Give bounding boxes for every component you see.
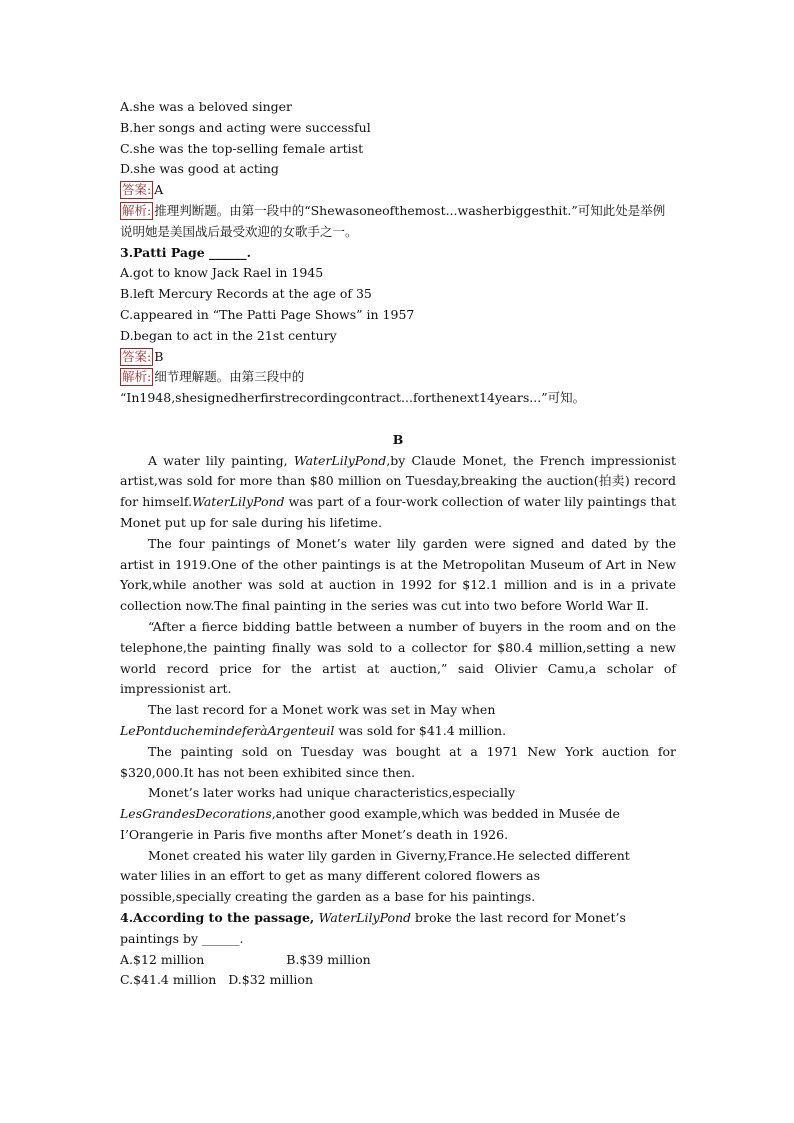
q3-option-d: D.began to act in the 21st century (120, 327, 337, 343)
q3-answer-value: B (154, 348, 164, 364)
q3-analysis (120, 367, 676, 388)
q3-option-c: C.appeared in “The Patti Page Shows” in 1957 (120, 306, 415, 322)
answer-tag: 答案: (122, 348, 152, 364)
q2-option-d: D.she was good at acting (120, 161, 279, 177)
q2-answer (120, 180, 676, 201)
p6-painting-title: LesGrandesDecorations (120, 806, 272, 822)
q3-answer (120, 347, 676, 368)
passage-paragraph-6-line-3: I’Orangerie in Paris five months after Monet’s death in 1926. (120, 826, 509, 842)
passage-paragraph-6-line-1: Monet’s later works had unique characteristics,especially (148, 785, 516, 801)
q2-analysis-text: 推理判断题。由第一段中的“Shewasoneofthemost...washerbiggesthit.”可知此处是举例说明她是美国战后最受欢迎的女歌手之一。 (120, 202, 666, 239)
q2-option-a: A.she was a beloved singer (120, 99, 292, 114)
spacer (120, 409, 676, 430)
q4-option-a: A.$12 million (120, 951, 205, 967)
q4-stem-text-b: broke the last record for Monet’s (411, 910, 626, 926)
p1-text-c: was part of a four-work collection of water lily paintings that Monet put up for sale during his lifetime. (120, 494, 676, 530)
q4-option-c: C.$41.4 million (120, 972, 217, 988)
p4-painting-title: LePontduchemindeferàArgenteuil (120, 722, 335, 738)
p1-painting-title-1: WaterLilyPond (293, 452, 387, 468)
q4-stem-line-1 (120, 908, 676, 929)
q3-analysis-text-2: “In1948,shesignedherfirstrecordingcontract...forthenext14years...”可知。 (120, 390, 586, 406)
passage-paragraph-7-line-1: Monet created his water lily garden in Giverny,France.He selected different (148, 847, 630, 863)
answer-tag: 答案: (122, 182, 152, 198)
p6-text-b: ,another good example,which was bedded in Musée de (271, 806, 620, 822)
q3-analysis-text-1: 细节理解题。由第三段中的 (154, 369, 305, 385)
q2-answer-value: A (154, 182, 164, 198)
passage-paragraph-7-line-3: possible,specially creating the garden as a base for his paintings. (120, 889, 536, 905)
passage-heading: B (392, 431, 404, 447)
p1-text-b: ,by Claude Monet, the French impressionist artist,was sold for more than $80 million on Tuesday,breaking the auction(拍卖) record for himself. (120, 452, 676, 510)
q3-option-a: A.got to know Jack Rael in 1945 (120, 265, 324, 281)
q4-options-row-1 (120, 950, 676, 971)
passage-paragraph-1 (120, 451, 676, 534)
q4-stem-text-a: 4.According to the passage, (120, 910, 319, 926)
analysis-tag: 解析: (122, 202, 152, 218)
p1-painting-title-2: WaterLilyPond (192, 494, 285, 510)
q3-stem: 3.Patti Page ______. (120, 244, 251, 260)
q2-option-b: B.her songs and acting were successful (120, 119, 371, 135)
passage-paragraph-3: “After a fierce bidding battle between a number of buyers in the room and on the telephone,the painting finally was sold to a collector for $80.4 million,setting a new world record price for the artist at auction,” said Olivier Camu,a scholar of impressionist art. (120, 618, 676, 697)
q2-option-c: C.she was the top-selling female artist (120, 140, 364, 156)
q4-stem-line-2: paintings by ______. (120, 930, 244, 946)
passage-paragraph-4-line-1: The last record for a Monet work was set in May when (148, 702, 496, 718)
passage-paragraph-2: The four paintings of Monet’s water lily garden were signed and dated by the artist in 1919.One of the other paintings is at the Metropolitan Museum of Art in New York,while another was sold at auction in 1992 for $12.1 million and is in a private collection now.The final painting in the series was cut into two before World War Ⅱ. (120, 535, 676, 614)
q2-analysis (120, 201, 676, 243)
q4-painting-title: WaterLilyPond (318, 910, 412, 926)
q4-option-b: B.$39 million (286, 951, 371, 967)
p1-text-a: A water lily painting, (148, 452, 294, 468)
analysis-tag: 解析: (122, 369, 152, 385)
passage-paragraph-5: The painting sold on Tuesday was bought at a 1971 New York auction for $320,000.It has not been exhibited since then. (120, 743, 676, 780)
q4-options-row-2 (120, 970, 676, 991)
q3-option-b: B.left Mercury Records at the age of 35 (120, 286, 372, 302)
q4-option-d: D.$32 million (228, 972, 314, 988)
document-content (120, 97, 676, 991)
passage-paragraph-7-line-2: water lilies in an effort to get as many different colored flowers as (120, 868, 541, 884)
passage-paragraph-4-line-2 (120, 721, 676, 742)
passage-paragraph-6-line-2 (120, 804, 676, 825)
p4-text-b: was sold for $41.4 million. (334, 722, 507, 738)
